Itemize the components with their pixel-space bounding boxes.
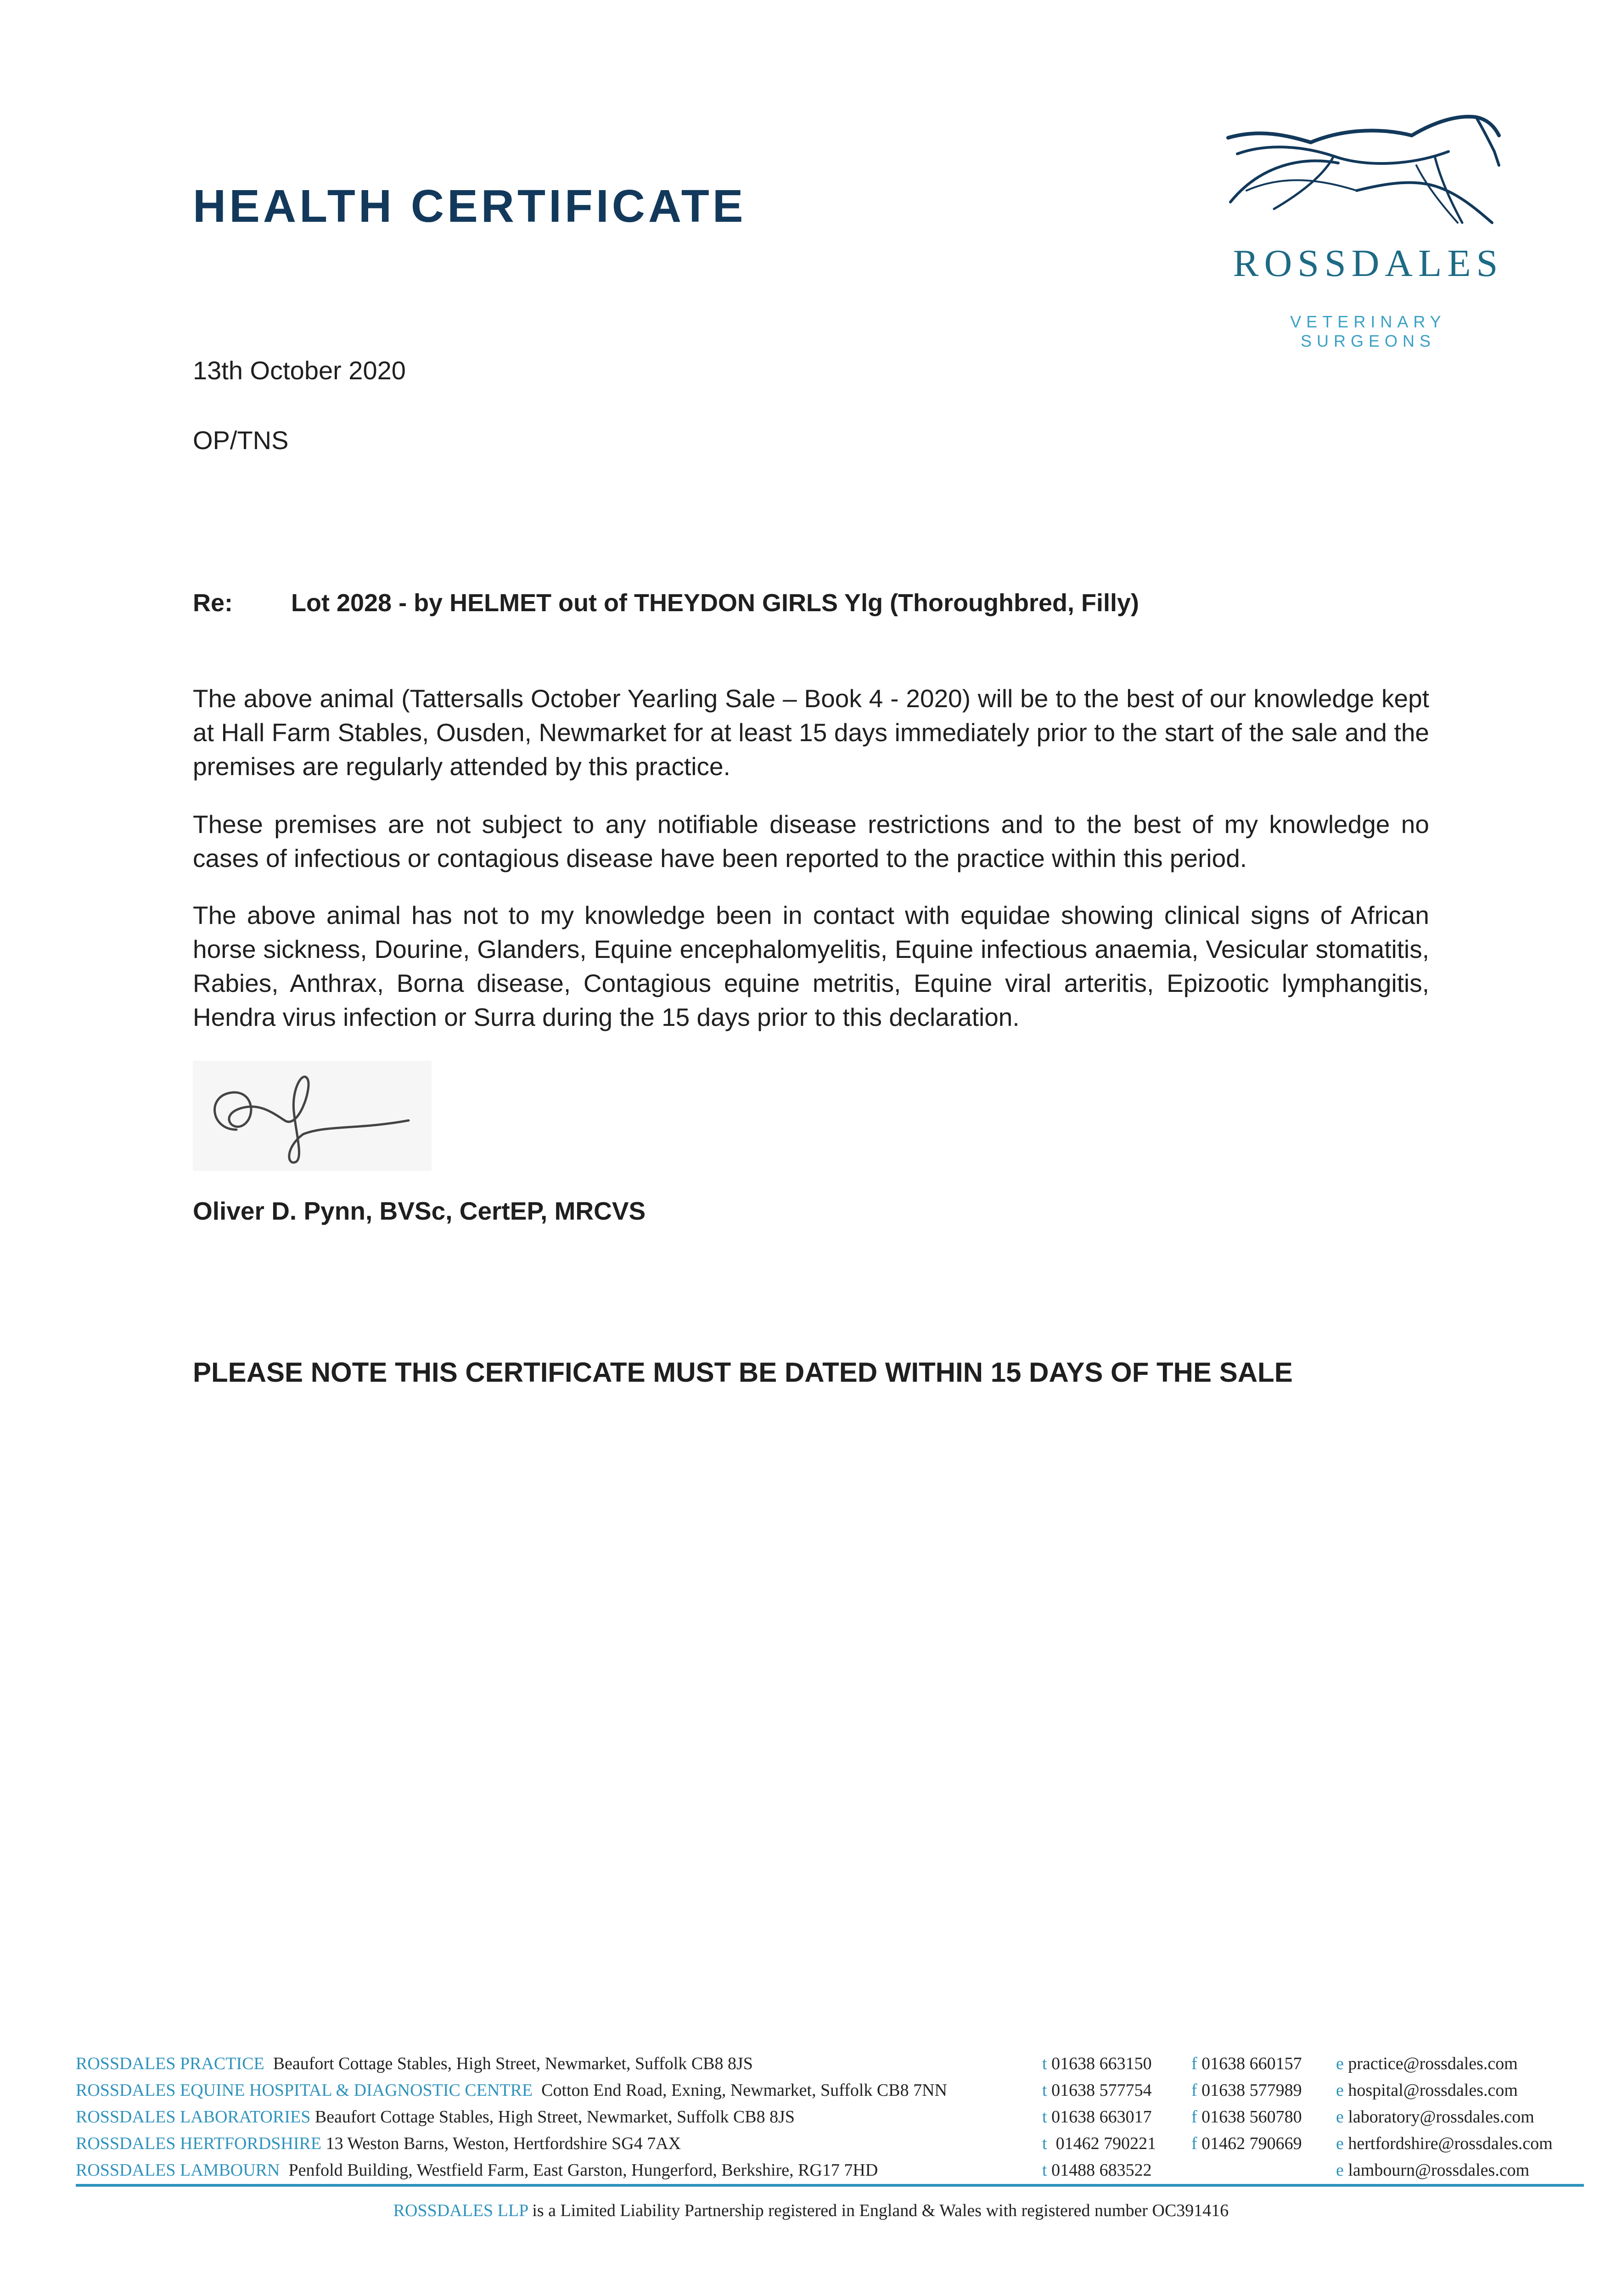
footer-address: Penfold Building, Westfield Farm, East Garston, Hungerford, Berkshire, RG17 7HD bbox=[288, 2161, 878, 2180]
llp-statement bbox=[0, 2197, 1622, 2224]
footer-fax: 01638 660157 bbox=[1201, 2054, 1302, 2073]
email-label: e bbox=[1336, 2081, 1344, 2100]
fax-label: f bbox=[1191, 2081, 1197, 2100]
footer-phone: 01488 683522 bbox=[1051, 2161, 1152, 2180]
footer-email: laboratory@rossdales.com bbox=[1348, 2107, 1534, 2127]
fax-label: f bbox=[1191, 2054, 1197, 2073]
footer-phone: 01462 790221 bbox=[1055, 2134, 1156, 2153]
page-title: HEALTH CERTIFICATE bbox=[193, 180, 746, 232]
paragraph-diseases: The above animal has not to my knowledge been in contact with equidae showing clinical signs of African horse sickness, Dourine, Glanders, Equine encephalomyelitis, Equine infectious anaemia, Vesicular stomatitis, Rabies, Anthrax, Borna disease, Contagious equine metritis, Equine viral arteritis, Epizootic lymphangitis, Hendra virus infection or Surra during the 15 days prior to this declaration. bbox=[193, 901, 1429, 1031]
email-label: e bbox=[1336, 2161, 1344, 2180]
footer-phone: 01638 577754 bbox=[1051, 2081, 1152, 2100]
re-subject: Lot 2028 - by HELMET out of THEYDON GIRLS Ylg (Thoroughbred, Filly) bbox=[291, 589, 1139, 617]
footer-office-name: ROSSDALES PRACTICE bbox=[76, 2054, 264, 2073]
galloping-horse-icon bbox=[1219, 110, 1517, 248]
phone-label: t bbox=[1042, 2054, 1047, 2073]
footer-phone: 01638 663017 bbox=[1051, 2107, 1152, 2127]
phone-label: t bbox=[1042, 2081, 1047, 2100]
footer-office-name: ROSSDALES EQUINE HOSPITAL & DIAGNOSTIC CENTRE bbox=[76, 2081, 533, 2100]
footer-email: lambourn@rossdales.com bbox=[1348, 2161, 1530, 2180]
fax-label: f bbox=[1191, 2107, 1197, 2127]
footer-address: Beaufort Cottage Stables, High Street, Newmarket, Suffolk CB8 8JS bbox=[273, 2054, 753, 2073]
footer-fax: 01638 577989 bbox=[1201, 2081, 1302, 2100]
email-label: e bbox=[1336, 2134, 1344, 2153]
footer-fax: 01638 560780 bbox=[1201, 2107, 1302, 2127]
letter-reference: OP/TNS bbox=[193, 426, 289, 455]
footer-office-name: ROSSDALES HERTFORDSHIRE bbox=[76, 2134, 322, 2153]
phone-label: t bbox=[1042, 2107, 1047, 2127]
footer-office-name: ROSSDALES LABORATORIES bbox=[76, 2107, 311, 2127]
phone-label: t bbox=[1042, 2161, 1047, 2180]
fax-label: f bbox=[1191, 2134, 1197, 2153]
footer-divider bbox=[76, 2184, 1584, 2187]
phone-label: t bbox=[1042, 2134, 1047, 2153]
footer-address: 13 Weston Barns, Weston, Hertfordshire SG4 7AX bbox=[326, 2134, 681, 2153]
signer-name: Oliver D. Pynn, BVSc, CertEP, MRCVS bbox=[193, 1197, 646, 1225]
footer-email: hertfordshire@rossdales.com bbox=[1348, 2134, 1553, 2153]
rossdales-logo bbox=[1219, 110, 1517, 350]
footer-email: hospital@rossdales.com bbox=[1348, 2081, 1518, 2100]
email-label: e bbox=[1336, 2054, 1344, 2073]
llp-text: is a Limited Liability Partnership registered in England & Wales with registered number OC391416 bbox=[532, 2201, 1229, 2220]
footer-office-name: ROSSDALES LAMBOURN bbox=[76, 2161, 280, 2180]
footer-address: Cotton End Road, Exning, Newmarket, Suffolk CB8 7NN bbox=[541, 2081, 947, 2100]
footer-email: practice@rossdales.com bbox=[1348, 2054, 1518, 2073]
signature-image bbox=[193, 1061, 432, 1171]
re-label: Re: bbox=[193, 589, 233, 617]
dating-note: PLEASE NOTE THIS CERTIFICATE MUST BE DATED WITHIN 15 DAYS OF THE SALE bbox=[193, 1357, 1293, 1388]
footer-fax: 01462 790669 bbox=[1201, 2134, 1302, 2153]
letter-date: 13th October 2020 bbox=[193, 356, 406, 385]
logo-wordmark: ROSSDALES bbox=[1233, 242, 1504, 285]
footer-contacts bbox=[76, 2050, 1554, 2197]
paragraph-premises: The above animal (Tattersalls October Yearling Sale – Book 4 - 2020) will be to the best of our knowledge kept at Hall Farm Stables, Ousden, Newmarket for at least 15 days immediately prior to the start of the sale and the premises are regularly attended by this practice. bbox=[193, 684, 1429, 781]
email-label: e bbox=[1336, 2107, 1344, 2127]
logo-subtitle: VETERINARY SURGEONS bbox=[1290, 312, 1446, 350]
footer-address: Beaufort Cottage Stables, High Street, Newmarket, Suffolk CB8 8JS bbox=[314, 2107, 795, 2127]
paragraph-restrictions: These premises are not subject to any notifiable disease restrictions and to the best of my knowledge no cases of infectious or contagious disease have been reported to the practice within this period. bbox=[193, 810, 1429, 872]
footer-phone: 01638 663150 bbox=[1051, 2054, 1152, 2073]
llp-name: ROSSDALES LLP bbox=[393, 2201, 528, 2220]
